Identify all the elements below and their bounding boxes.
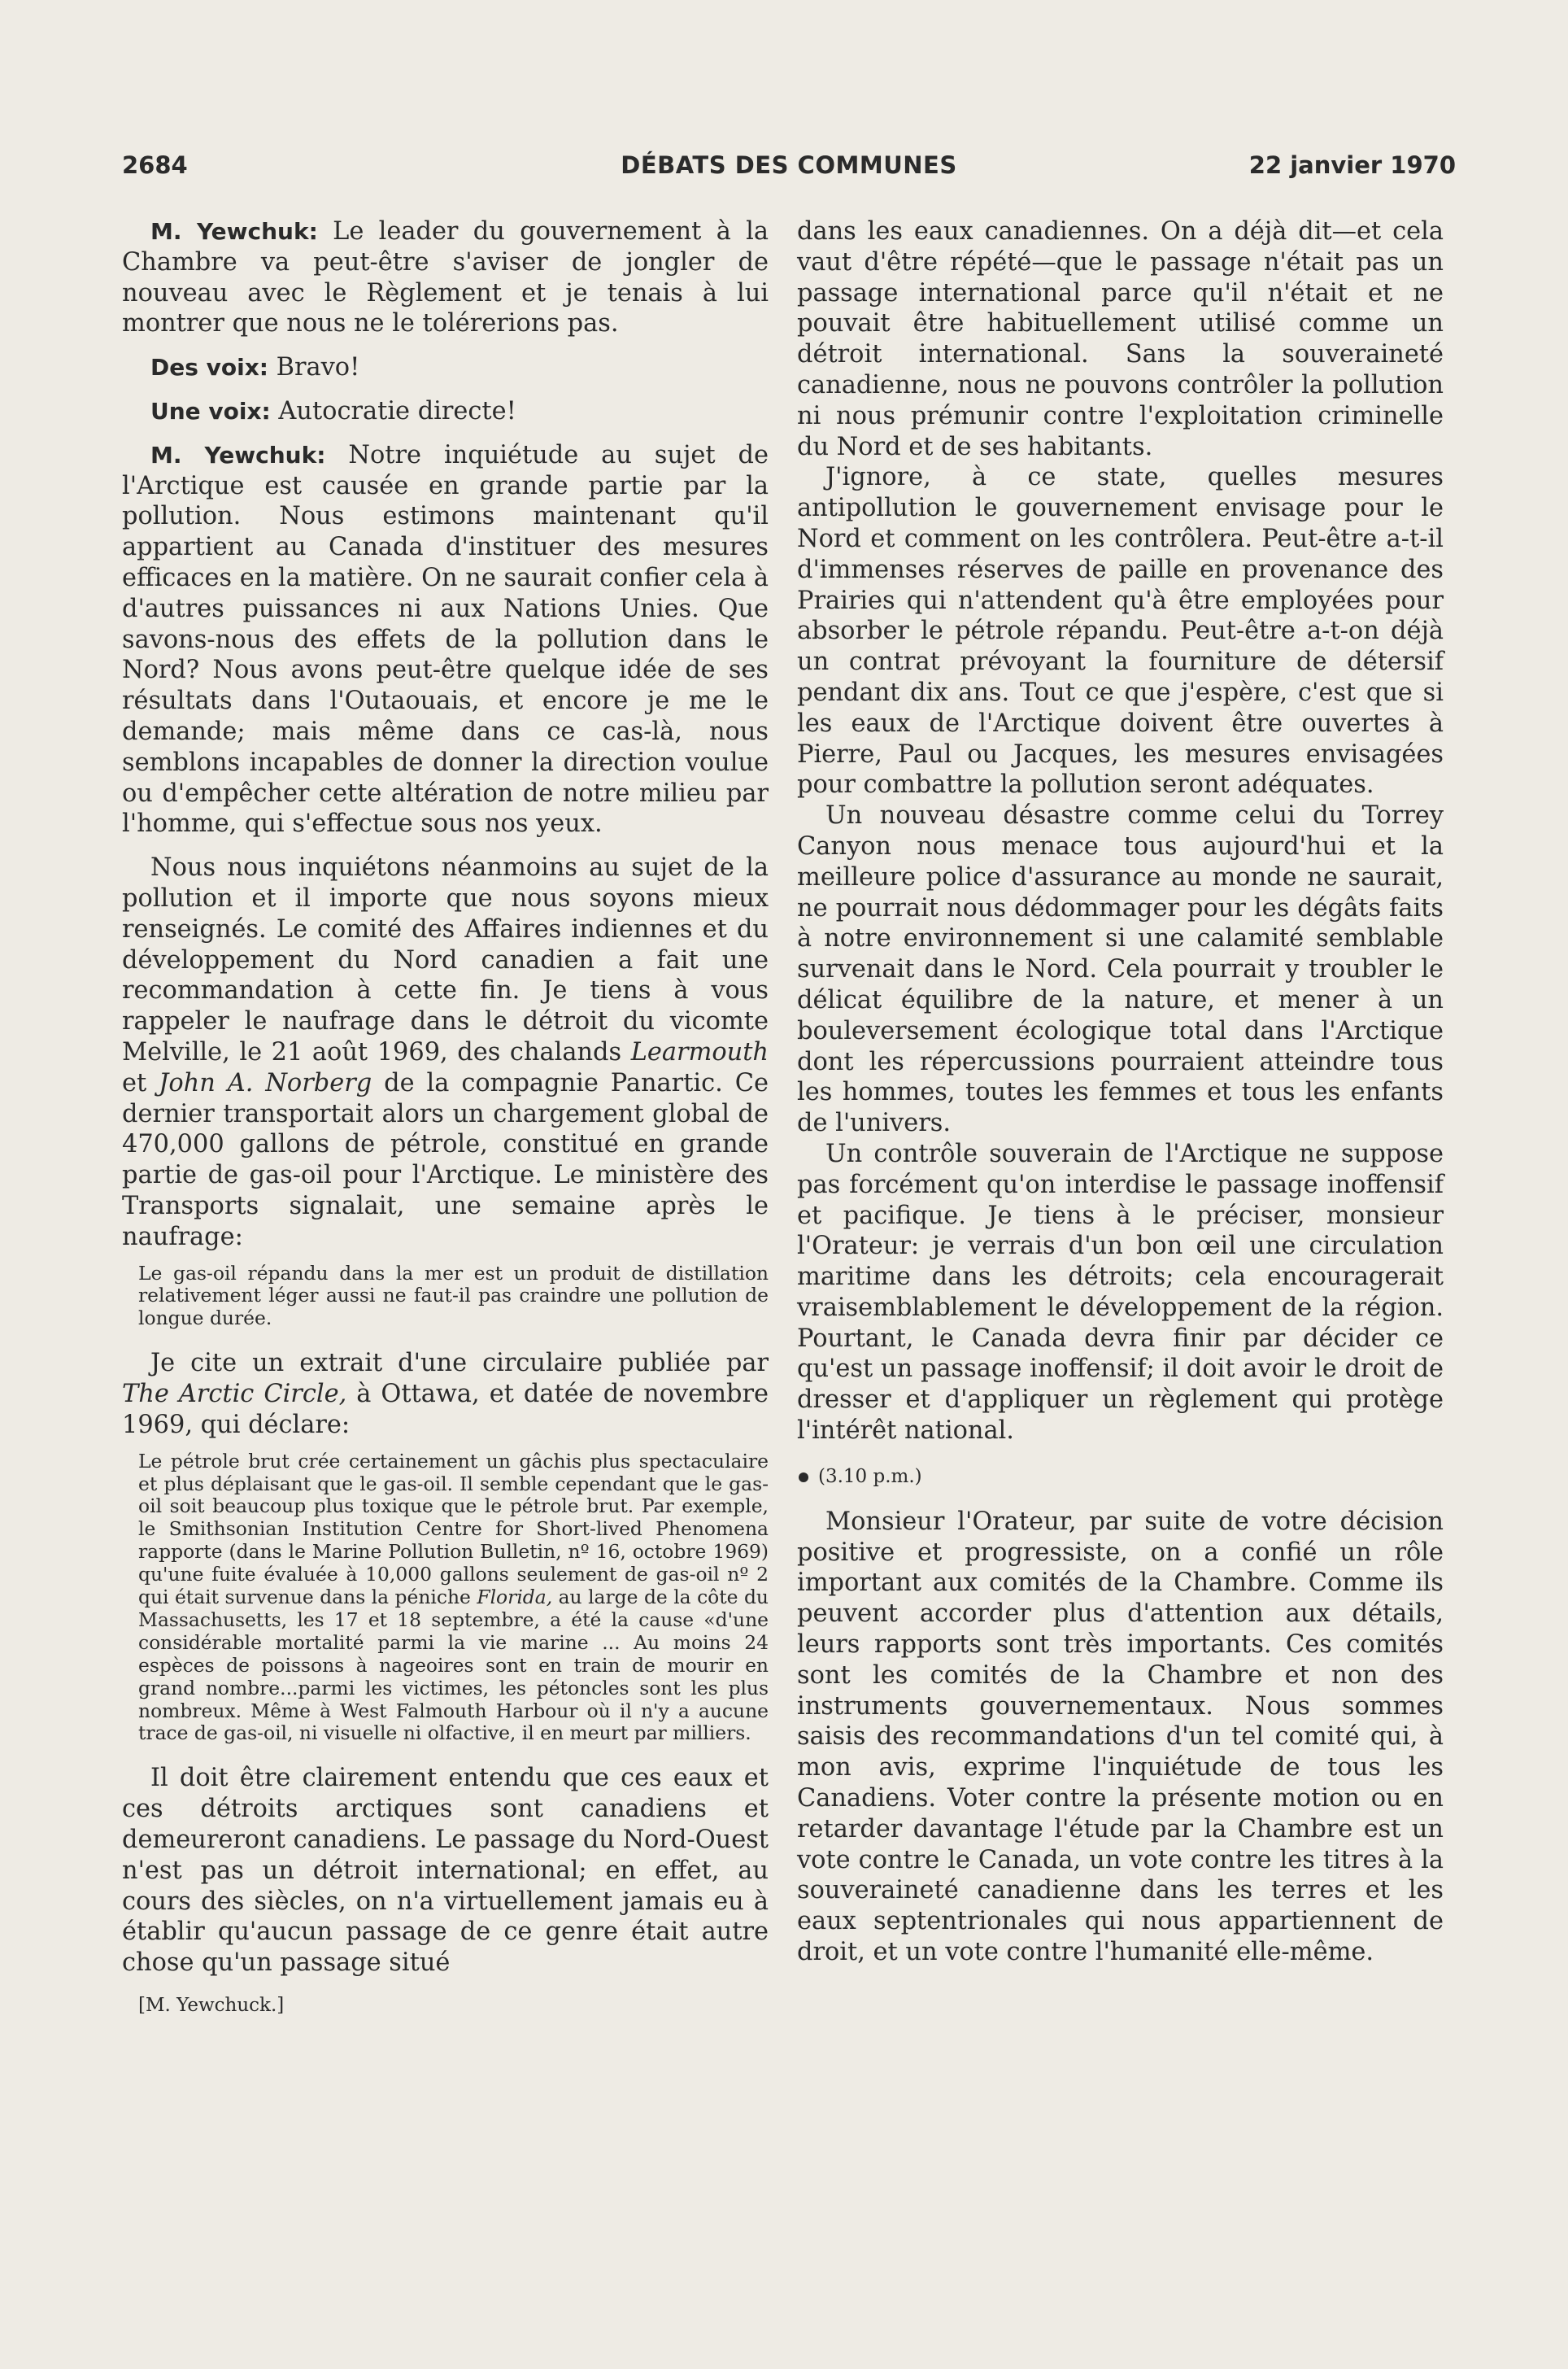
paragraph: Nous nous inquiétons néanmoins au sujet de la pollution et il importe que nous soyons mieux renseignés. Le comité des Affaires indiennes et du développement du Nord canadien a fait une recommandation à cette fin. Je tiens à vous rappeler le naufrage dans le détroit du vicomte Melville, le 21 août 1969, des chalands Learmouth et John A. Norberg de la compagnie Panartic. Ce dernier transportait alors un chargement global de 470,000 gallons de pétrole, constitué en grande partie de gas-oil pour l'Arctique. Le ministère des Transports signalait, une semaine après le naufrage: — [122, 853, 769, 1251]
speaker-name: M. Yewchuk: — [150, 441, 326, 469]
bullet-icon — [799, 1472, 808, 1482]
time-marker — [797, 1464, 1444, 1489]
speaker-name: Des voix: — [150, 354, 268, 382]
ship-name: Florida, — [477, 1586, 553, 1609]
right-column — [797, 216, 1444, 1968]
paragraph: Une voix: Autocratie directe! — [150, 396, 516, 425]
ship-name: Learmouth — [630, 1037, 769, 1067]
paragraph: Il doit être clairement entendu que ces eaux et ces détroits arctiques sont canadiens et demeureront canadiens. Le passage du Nord-Ouest n'est pas un détroit international; en effet, au cours des siècles, on n'a virtuellement jamais eu à établir qu'aucun passage de ce genre était autre chose qu'un passage situé — [122, 1764, 769, 1978]
block-quote: Le gas-oil répandu dans la mer est un produit de distillation relativement léger aussi ne faut-il pas craindre une pollution de longue durée. — [138, 1261, 769, 1330]
left-column — [122, 216, 769, 2018]
ship-name: John A. Norberg — [159, 1068, 372, 1097]
speaker-footnote: [M. Yewchuck.] — [138, 1994, 285, 2016]
paragraph: M. Yewchuk: Notre inquiétude au sujet de l'Arctique est causée en grande partie par la pollution. Nous estimons maintenant qu'il appartient au Canada d'instituer des mesures efficaces en la matière. On ne saurait confier cela à d'autres puissances ni aux Nations Unies. Que savons-nous des effets de la pollution dans le Nord? Nous avons peut-être quelque idée de ses résultats dans l'Outaouais, et encore je me le demande; mais même dans ce cas-là, nous semblons incapables de donner la direction voulue ou d'empêcher cette altération de notre milieu par l'homme, qui s'effectue sous nos yeux. — [122, 440, 769, 839]
publication-title: DÉBATS DES COMMUNES — [621, 151, 957, 179]
speaker-name: Une voix: — [150, 397, 271, 425]
page-number: 2684 — [122, 151, 188, 179]
paragraph: Monsieur l'Orateur, par suite de votre décision positive et progressiste, on a confié un rôle important aux comités de la Chambre. Comme ils peuvent accorder plus d'attention aux détails, leurs rapports sont très importants. Ces comités sont les comités de la Chambre et non des instruments gouvernementaux. Nous sommes saisis des recommandations d'un tel comité qui, à mon avis, exprime l'inquiétude de tous les Canadiens. Voter contre la présente motion ou en retarder davantage l'étude par la Chambre est un vote contre le Canada, un vote contre les titres à la souveraineté canadienne dans les terres et les eaux septentrionales qui nous appartiennent de droit, et un vote contre l'humanité elle-même. — [797, 1507, 1444, 1967]
paragraph: M. Yewchuk: Le leader du gouvernement à la Chambre va peut-être s'aviser de jongler de nouveau avec le Règlement et je tenais à lui montrer que nous ne le tolérerions pas. — [122, 217, 769, 338]
paragraph: Un nouveau désastre comme celui du Torrey Canyon nous menace tous aujourd'hui et la meilleure police d'assurance au monde ne saurait, ne pourrait nous dédommager pour les dégâts faits à notre environnement si une calamité semblable survenait dans le Nord. Cela pourrait y troubler le délicat équilibre de la nature, et mener à un bouleversement écologique total dans l'Arctique dont les répercussions pourraient atteindre tous les hommes, toutes les femmes et tous les enfants de l'univers. — [797, 801, 1444, 1138]
publication-name: The Arctic Circle, — [122, 1380, 347, 1409]
paragraph: Je cite un extrait d'une circulaire publiée par The Arctic Circle, à Ottawa, et datée de novembre 1969, qui déclare: — [122, 1349, 769, 1439]
time-stamp: (3.10 p.m.) — [818, 1465, 922, 1487]
page-date: 22 janvier 1970 — [1248, 151, 1456, 179]
paragraph: J'ignore, à ce state, quelles mesures antipollution le gouvernement envisage pour le Nord et comment on les contrôlera. Peut-être a-t-il d'immenses réserves de paille en provenance des Prairies qui n'attendent qu'à être employées pour absorber le pétrole répandu. Peut-être a-t-on déjà un contrat prévoyant la fourniture de détersif pendant dix ans. Tout ce que j'espère, c'est que si les eaux de l'Arctique doivent être ouvertes à Pierre, Paul ou Jacques, les mesures envisagées pour combattre la pollution seront adéquates. — [797, 463, 1444, 800]
block-quote: Le pétrole brut crée certainement un gâchis plus spectaculaire et plus déplaisant que le gas-oil. Il semble cependant que le gas-oil soit beaucoup plus toxique que le pétrole brut. Par exemple, le Smithsonian Institution Centre for Short-lived Phenomena rapporte (dans le Marine Pollution Bulletin, nº 16, octobre 1969) qu'une fuite évaluée à 10,000 gallons seulement de gas-oil nº 2 qui était survenue dans la péniche Florida, au large de la côte du Massachusetts, les 17 et 18 septembre, a été la cause «d'une considérable mortalité parmi la vie marine ... Au moins 24 espèces de poissons à nageoires sont en train de mourir en grand nombre...parmi les victimes, les pétoncles sont les plus nombreux. Même à West Falmouth Harbour où il n'y a aucune trace de gas-oil, ni visuelle ni olfactive, il en meurt par milliers. — [138, 1449, 769, 1745]
page-header — [122, 151, 1456, 187]
speaker-name: M. Yewchuk: — [150, 218, 318, 245]
paragraph: Des voix: Bravo! — [150, 353, 360, 382]
paragraph: Un contrôle souverain de l'Arctique ne suppose pas forcément qu'on interdise le passage inoffensif et pacifique. Je tiens à le préciser, monsieur l'Orateur: je verrais d'un bon œil une circulation maritime dans les détroits; cela encouragerait vraisemblablement le développement de la région. Pourtant, le Canada devra finir par décider ce qu'est un passage inoffensif; il doit avoir le droit de dresser et d'appliquer un règlement qui protège l'intérêt national. — [797, 1139, 1444, 1446]
paragraph: dans les eaux canadiennes. On a déjà dit—et cela vaut d'être répété—que le passage n'était pas un passage international parce qu'il n'était et ne pouvait être habituellement utilisé comme un détroit international. Sans la souveraineté canadienne, nous ne pouvons contrôler la pollution ni nous prémunir contre l'exploitation criminelle du Nord et de ses habitants. — [797, 217, 1444, 461]
